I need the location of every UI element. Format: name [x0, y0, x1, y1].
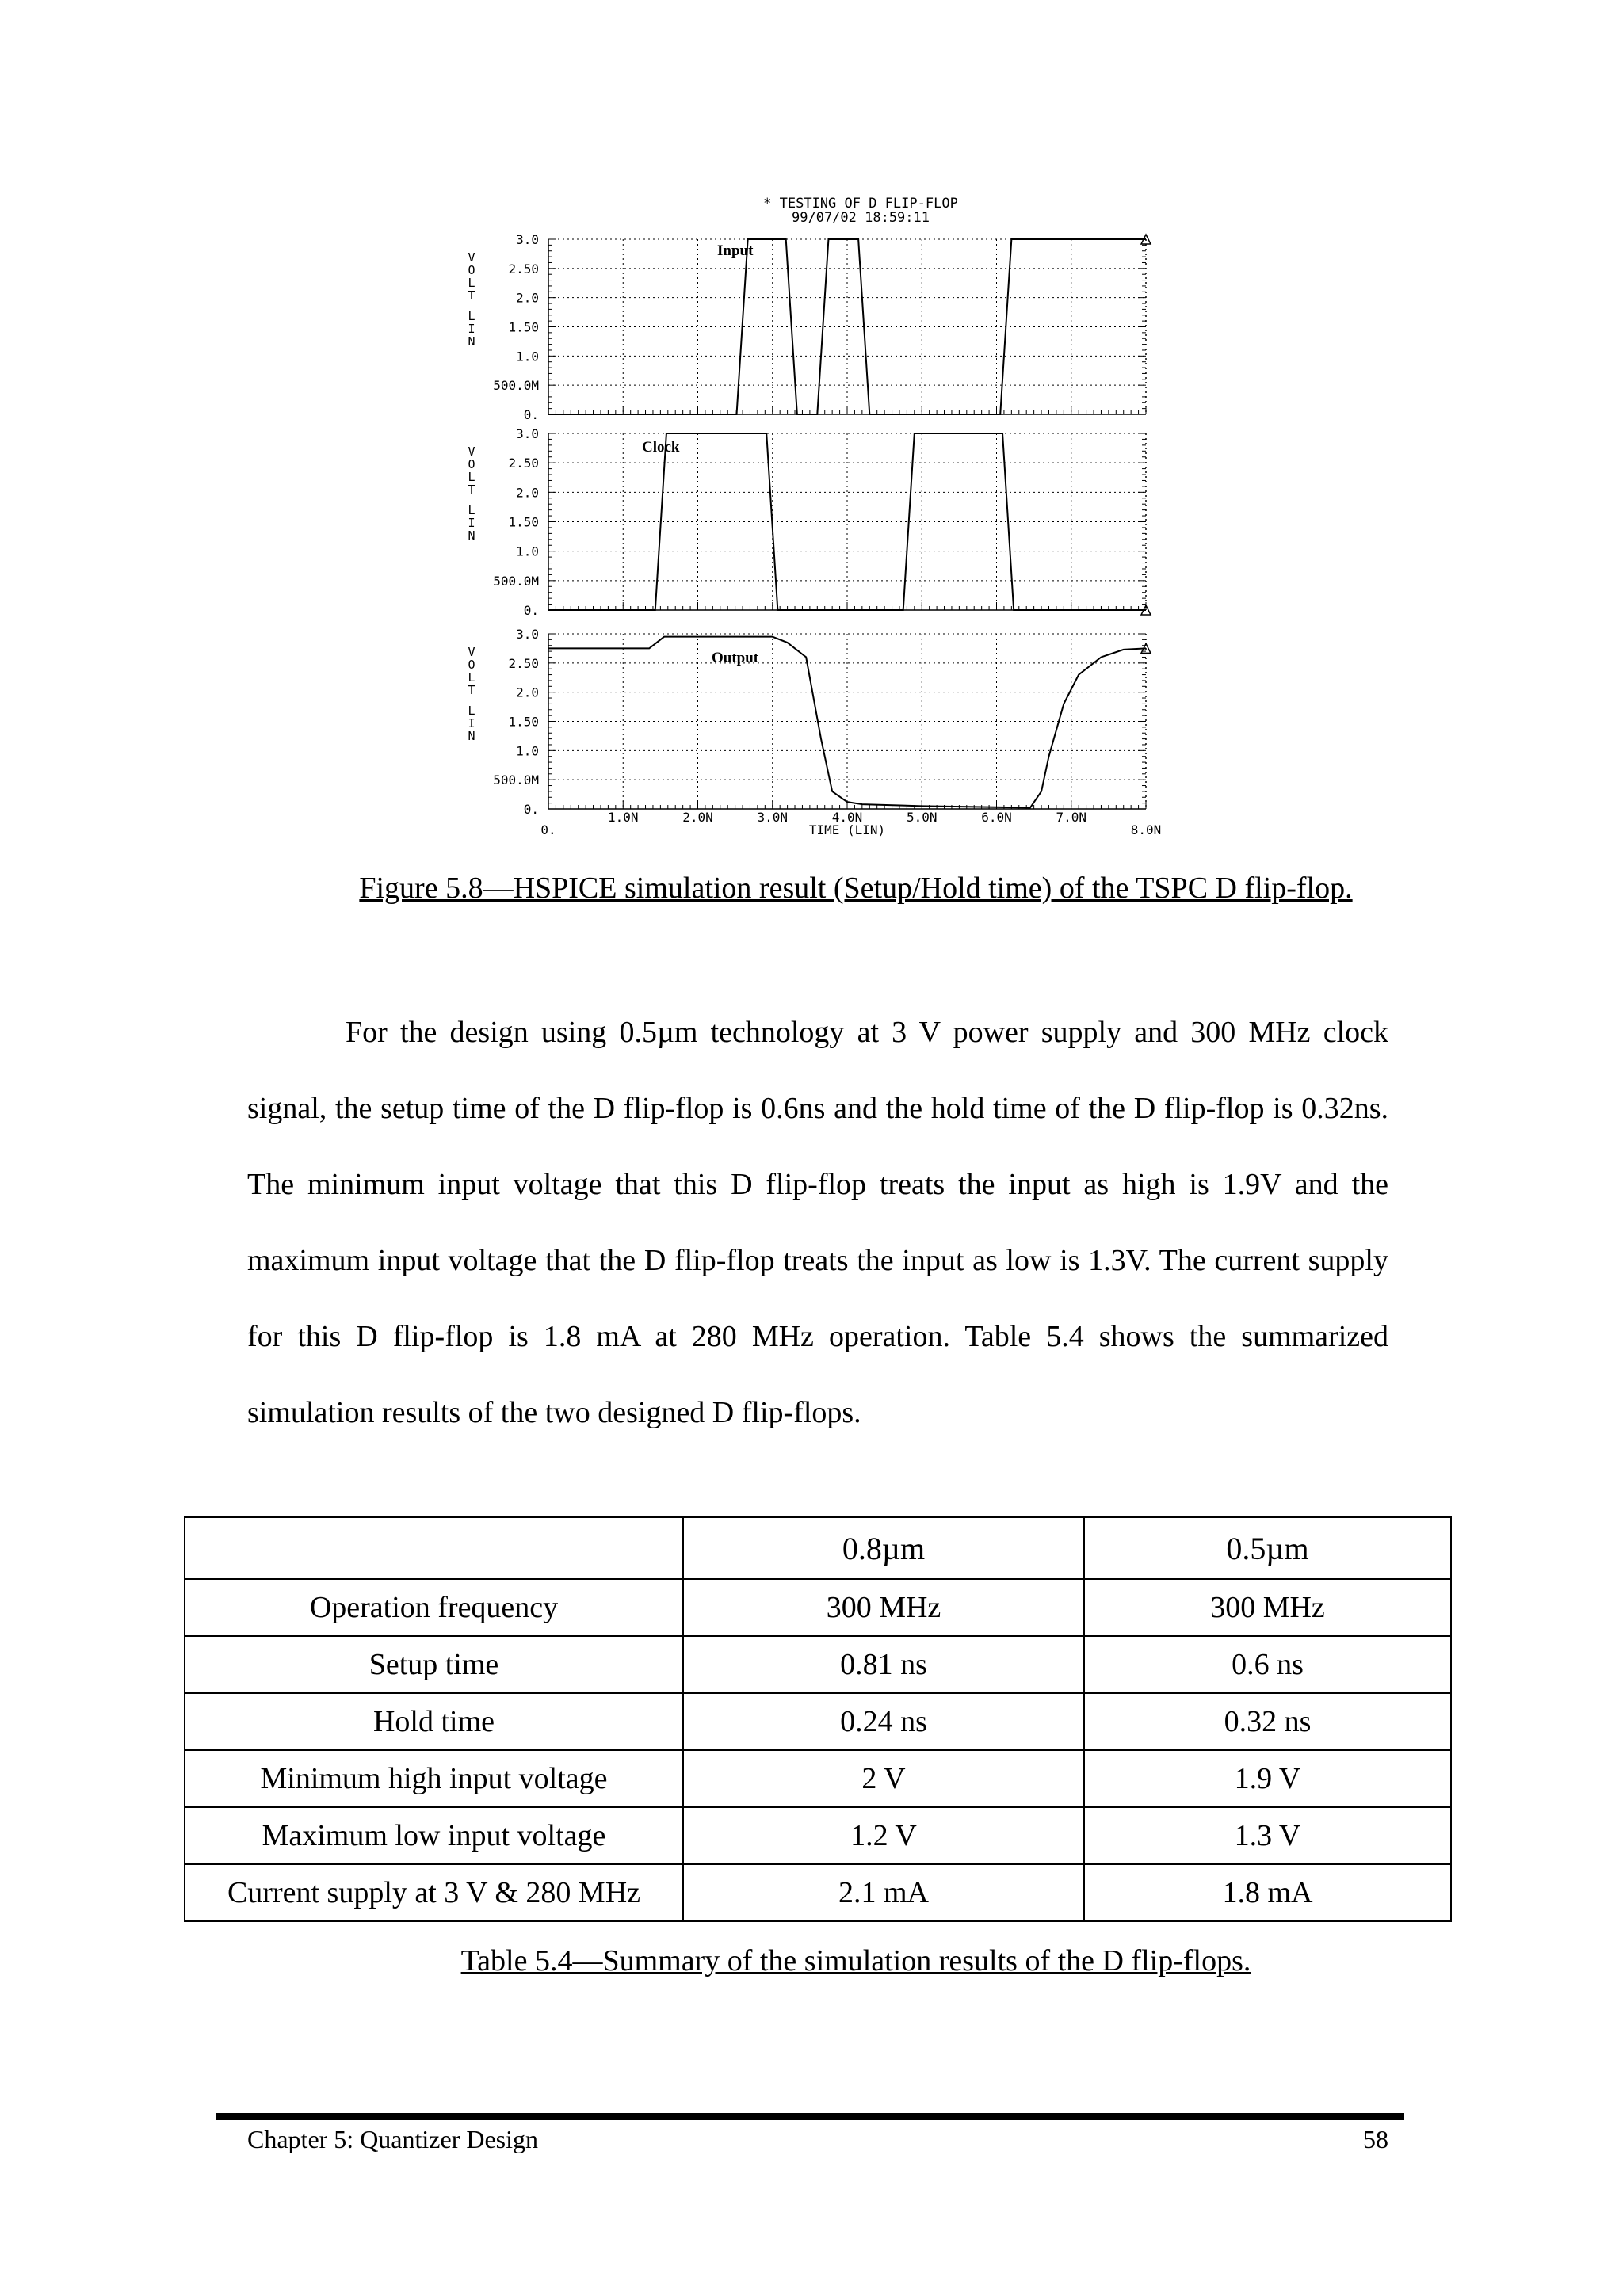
- waveform-chart: [460, 190, 1173, 848]
- y-axis-label-char: V: [468, 645, 475, 659]
- y-axis-label-char: O: [468, 457, 475, 471]
- y-axis-label-char: L: [468, 670, 475, 685]
- y-tick-label: 2.50: [508, 655, 539, 671]
- y-tick-label: 1.0: [516, 743, 539, 759]
- body-paragraph: [247, 994, 1388, 1451]
- chart-subtitle: 99/07/02 18:59:11: [792, 210, 930, 226]
- y-axis-label-char: O: [468, 263, 475, 277]
- table-cell: 1.8 mA: [1084, 1864, 1451, 1921]
- series-line: [548, 433, 1146, 610]
- footer-page-number: 58: [1363, 2125, 1388, 2153]
- y-tick-label: 1.50: [508, 319, 539, 335]
- x-tick-label: 8.0N: [1130, 822, 1162, 837]
- x-tick-label: 4.0N: [831, 810, 863, 825]
- y-tick-label: 1.50: [508, 714, 539, 730]
- table-cell: 0.81 ns: [683, 1636, 1084, 1693]
- y-axis-label-char: V: [468, 444, 475, 459]
- table-row: [185, 1693, 1451, 1750]
- x-tick-label: 3.0N: [757, 810, 789, 825]
- table-cell: 0.24 ns: [683, 1693, 1084, 1750]
- table-row: [185, 1636, 1451, 1693]
- y-axis-label-char: L: [468, 503, 475, 517]
- y-axis-label-char: L: [468, 704, 475, 718]
- footer-chapter: Chapter 5: Quantizer Design: [247, 2125, 538, 2153]
- y-tick-label: 2.50: [508, 456, 539, 471]
- table-header-cell: 0.5µm: [1084, 1517, 1451, 1579]
- body-paragraph-text: For the design using 0.5µm technology at 3 V power supply and 300 MHz clock signal, the setup time of the D flip-flop is 0.6ns and the hold time of the D flip-flop is 0.32ns. The minimum input voltage that this D flip-flop treats the input as high is 1.9V and the maximum input voltage that the D flip-flop treats the input as low is 1.3V. The current supply for this D flip-flop is 1.8 mA at 280 MHz operation. Table 5.4 shows the summarized simulation results of the two designed D flip-flops.: [247, 1016, 1388, 1429]
- y-axis-label-char: V: [468, 250, 475, 265]
- table-row: [185, 1807, 1451, 1864]
- y-tick-label: 500.0M: [493, 772, 539, 788]
- x-tick-label: 5.0N: [906, 810, 938, 825]
- x-axis-label: TIME (LIN): [808, 822, 886, 837]
- summary-table: [184, 1516, 1452, 1922]
- y-axis-label-char: N: [468, 334, 475, 349]
- y-tick-label: 0.: [523, 802, 539, 817]
- y-axis-label-char: L: [468, 309, 475, 323]
- table-row: [185, 1750, 1451, 1807]
- table-cell: Hold time: [185, 1693, 683, 1750]
- y-tick-label: 0.: [523, 407, 539, 422]
- table-header-cell: 0.8µm: [683, 1517, 1084, 1579]
- series-label: Input: [717, 242, 754, 259]
- y-axis-label-char: O: [468, 658, 475, 672]
- table-cell: 1.3 V: [1084, 1807, 1451, 1864]
- table-cell: 0.32 ns: [1084, 1693, 1451, 1750]
- y-axis-label-char: L: [468, 470, 475, 484]
- table-cell: 2 V: [683, 1750, 1084, 1807]
- y-axis-label-char: T: [468, 683, 475, 697]
- y-axis-label-char: N: [468, 528, 475, 543]
- y-tick-label: 2.0: [516, 290, 539, 306]
- y-tick-label: 3.0: [516, 232, 539, 247]
- table-caption: Table 5.4—Summary of the simulation results of the D flip-flops.: [460, 1944, 1251, 1978]
- table-cell: Maximum low input voltage: [185, 1807, 683, 1864]
- y-tick-label: 1.0: [516, 349, 539, 364]
- table-cell: 1.2 V: [683, 1807, 1084, 1864]
- y-tick-label: 0.: [523, 603, 539, 618]
- series-label: Clock: [642, 439, 680, 456]
- y-tick-label: 1.50: [508, 514, 539, 530]
- table-cell: Setup time: [185, 1636, 683, 1693]
- table-cell: 2.1 mA: [683, 1864, 1084, 1921]
- y-axis-label-char: L: [468, 276, 475, 290]
- hspice-waveform-figure: [460, 190, 1173, 848]
- y-tick-label: 2.50: [508, 261, 539, 277]
- x-tick-label: 1.0N: [607, 810, 639, 825]
- table-cell: Minimum high input voltage: [185, 1750, 683, 1807]
- y-tick-label: 2.0: [516, 685, 539, 700]
- y-tick-label: 1.0: [516, 543, 539, 559]
- table-header-cell: [185, 1517, 683, 1579]
- table-cell: 0.6 ns: [1084, 1636, 1451, 1693]
- y-axis-label-char: I: [468, 716, 475, 730]
- y-axis-label-char: T: [468, 482, 475, 497]
- table-cell: Current supply at 3 V & 280 MHz: [185, 1864, 683, 1921]
- y-axis-label-char: N: [468, 729, 475, 743]
- table-row: [185, 1864, 1451, 1921]
- x-tick-label: 7.0N: [1056, 810, 1087, 825]
- y-axis-label-char: I: [468, 322, 475, 336]
- table-cell: 300 MHz: [683, 1579, 1084, 1636]
- table-row: [185, 1579, 1451, 1636]
- y-tick-label: 2.0: [516, 485, 539, 501]
- series-label: Output: [712, 650, 759, 666]
- figure-caption: Figure 5.8—HSPICE simulation result (Setup/Hold time) of the TSPC D flip-flop.: [359, 871, 1353, 905]
- x-tick-label: 2.0N: [682, 810, 713, 825]
- y-tick-label: 3.0: [516, 627, 539, 642]
- table-cell: Operation frequency: [185, 1579, 683, 1636]
- x-tick-label: 0.: [540, 822, 556, 837]
- table-header-row: [185, 1517, 1451, 1579]
- y-tick-label: 3.0: [516, 426, 539, 441]
- table-cell: 300 MHz: [1084, 1579, 1451, 1636]
- footer-rule: [216, 2113, 1404, 2120]
- table-cell: 1.9 V: [1084, 1750, 1451, 1807]
- chart-title: * TESTING OF D FLIP-FLOP: [763, 196, 958, 212]
- x-tick-label: 6.0N: [981, 810, 1012, 825]
- y-tick-label: 500.0M: [493, 573, 539, 589]
- y-tick-label: 500.0M: [493, 378, 539, 394]
- y-axis-label-char: I: [468, 516, 475, 530]
- y-axis-label-char: T: [468, 288, 475, 303]
